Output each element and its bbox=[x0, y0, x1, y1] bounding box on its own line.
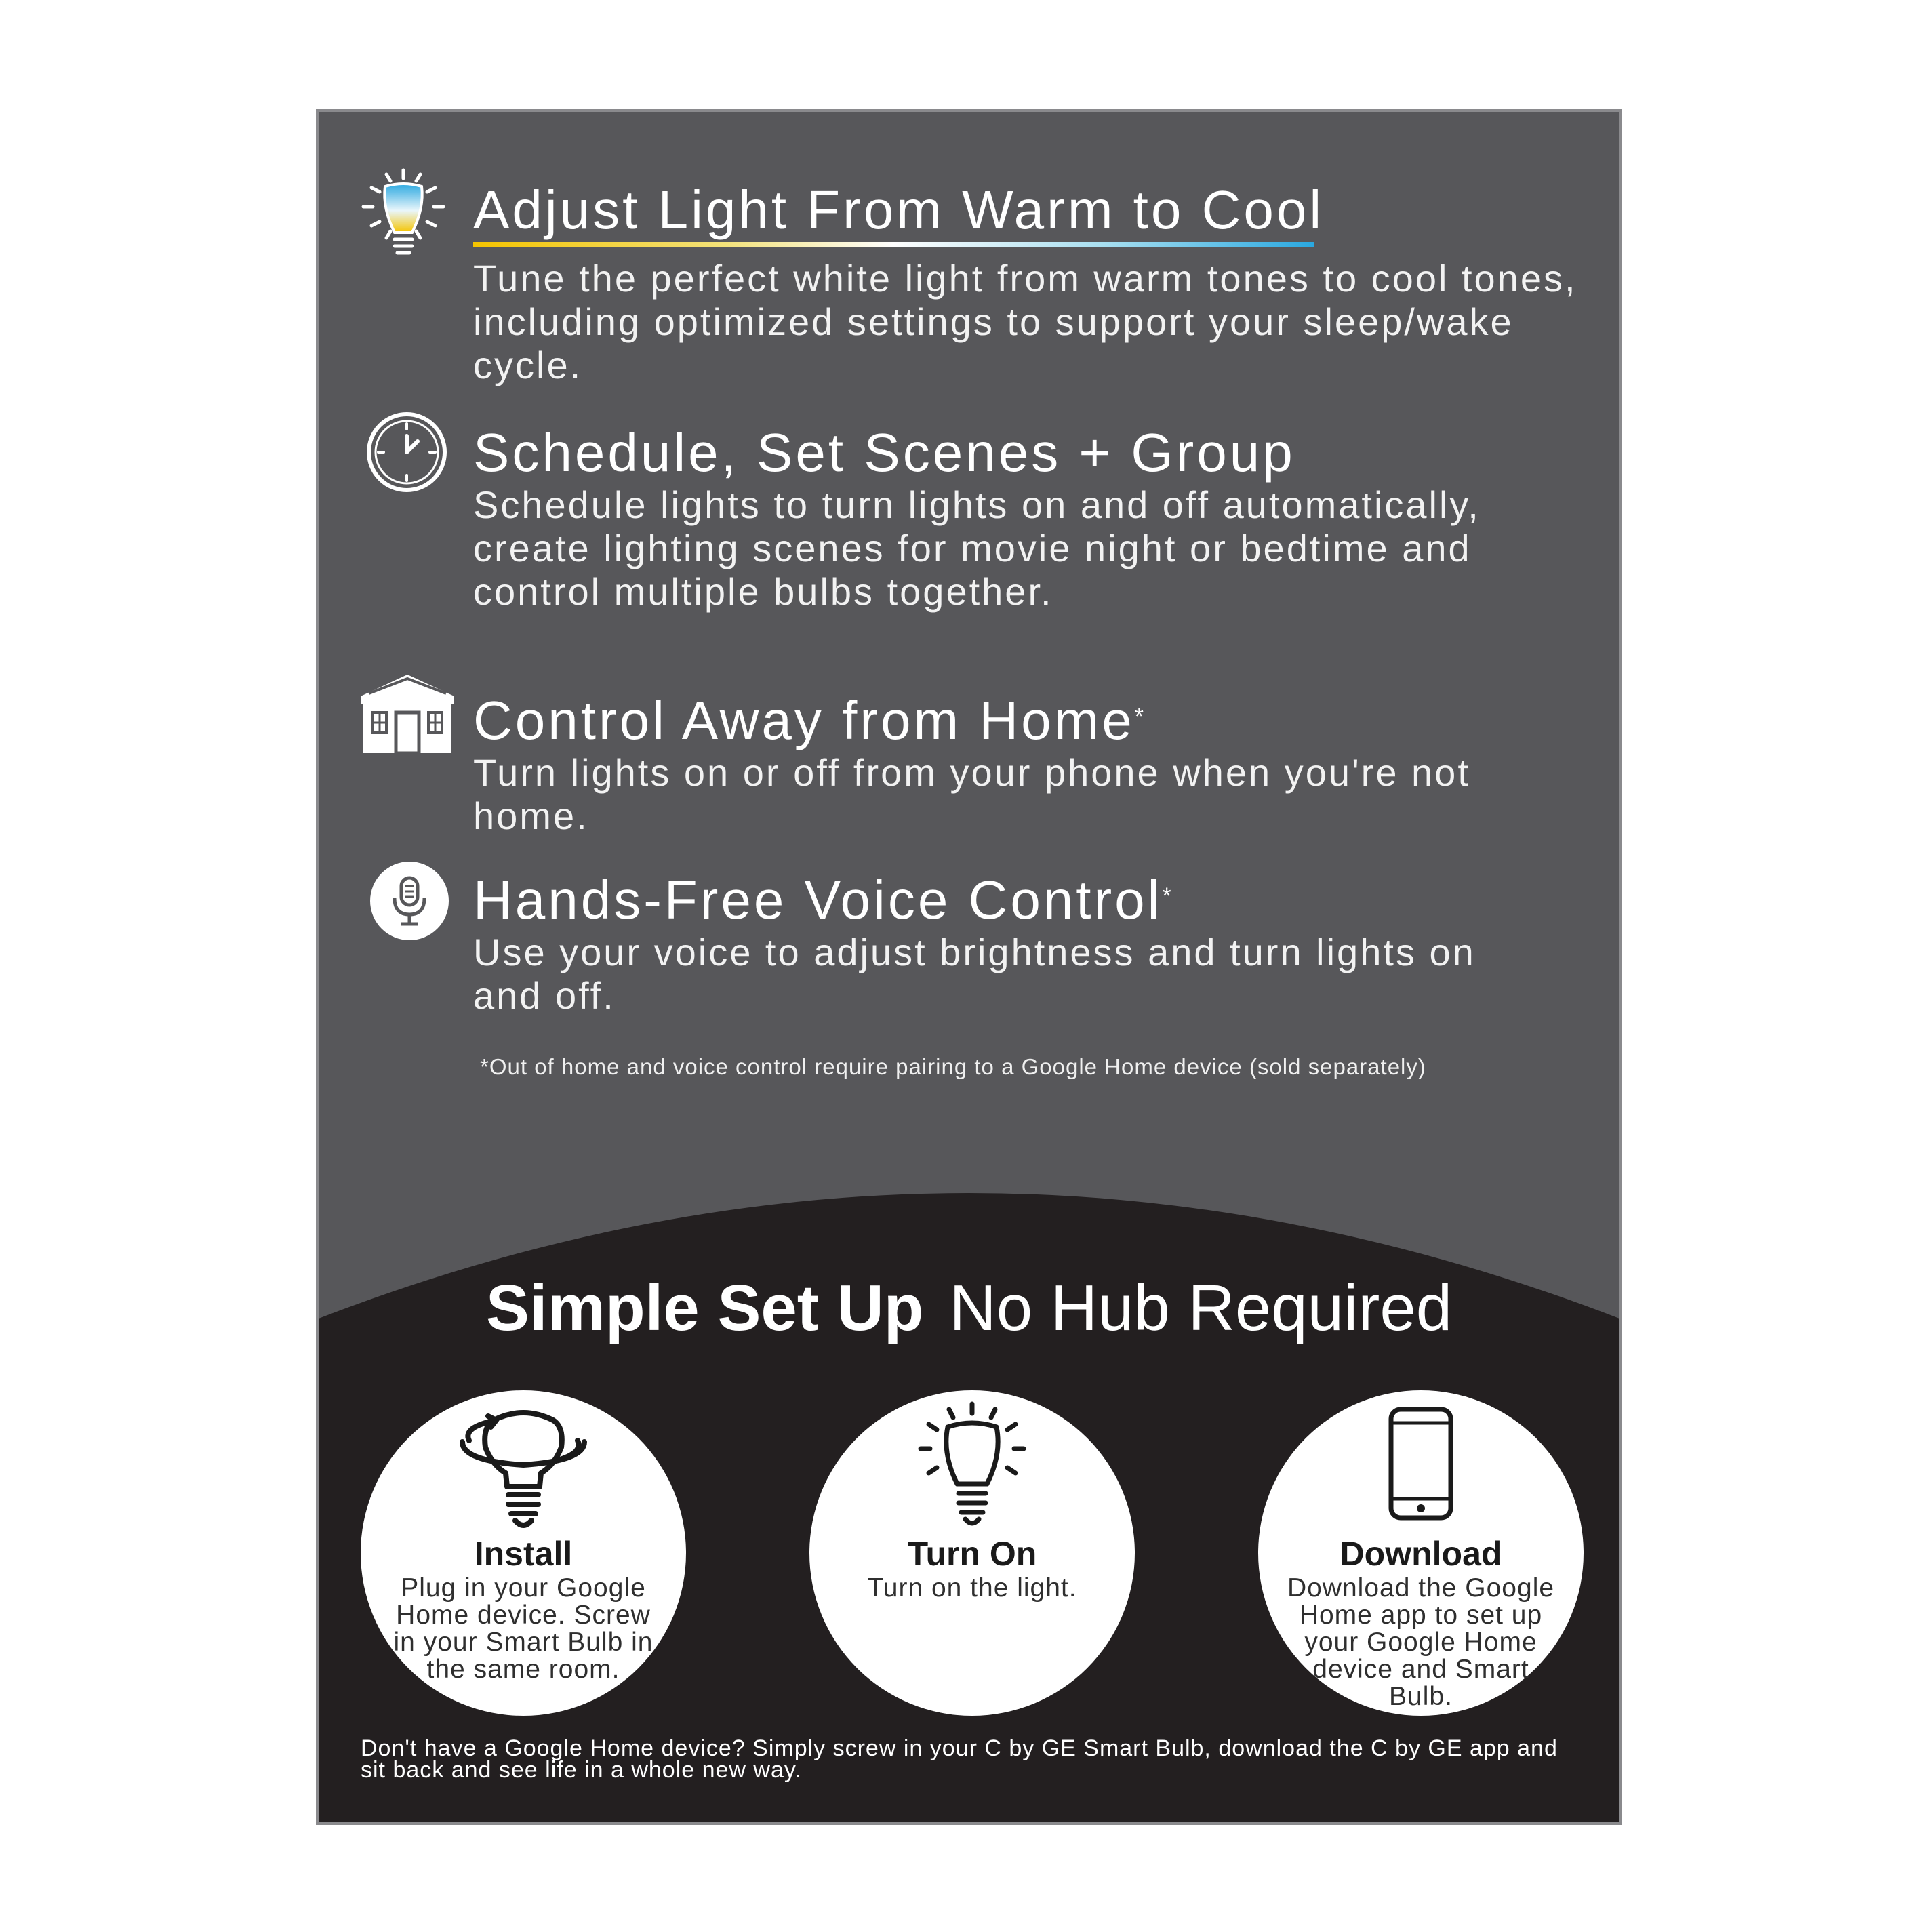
feature-schedule bbox=[473, 422, 1598, 613]
feature-away-from-home bbox=[473, 690, 1598, 838]
house-icon bbox=[357, 672, 458, 756]
bulb-glow-icon bbox=[359, 167, 447, 262]
warm-cool-gradient-bar bbox=[473, 242, 1314, 247]
setup-title-light: No Hub Required bbox=[949, 1272, 1453, 1344]
bulb-on-icon bbox=[809, 1400, 1135, 1535]
step-turn-on bbox=[809, 1390, 1135, 1716]
step-description: Plug in your Google Home device. Screw in your Smart Bulb in the same room. bbox=[393, 1573, 653, 1684]
step-install bbox=[361, 1390, 686, 1716]
clock-icon bbox=[365, 410, 449, 494]
step-label: Turn On bbox=[907, 1535, 1037, 1573]
step-description: Turn on the light. bbox=[867, 1573, 1077, 1603]
feature-title: Hands-Free Voice Control* bbox=[473, 870, 1174, 930]
feature-description: Tune the perfect white light from warm tones to cool tones, including optimized settings to support your sleep/wake cycle. bbox=[473, 257, 1577, 386]
product-info-panel bbox=[316, 109, 1622, 1825]
footnote: *Out of home and voice control require pairing to a Google Home device (sold separately) bbox=[480, 1054, 1426, 1079]
feature-description: Use your voice to adjust brightness and turn lights on and off. bbox=[473, 931, 1476, 1017]
setup-title-bold: Simple Set Up bbox=[485, 1272, 924, 1344]
step-label: Download bbox=[1340, 1535, 1502, 1573]
feature-title: Schedule, Set Scenes + Group bbox=[473, 422, 1295, 483]
bulb-rotate-icon bbox=[361, 1400, 686, 1535]
feature-description: Turn lights on or off from your phone when you're not home. bbox=[473, 751, 1470, 837]
step-label: Install bbox=[474, 1535, 573, 1573]
feature-title: Control Away from Home* bbox=[473, 690, 1146, 750]
microphone-icon bbox=[370, 862, 449, 940]
feature-description: Schedule lights to turn lights on and off automatically, create lighting scenes for movie night or bedtime and control multiple bulbs together. bbox=[473, 483, 1481, 613]
feature-title: Adjust Light From Warm to Cool bbox=[473, 180, 1325, 240]
feature-warm-cool bbox=[473, 180, 1598, 387]
step-description: Download the Google Home app to set up your Google Home device and Smart Bulb. bbox=[1287, 1573, 1555, 1711]
step-download bbox=[1258, 1390, 1584, 1716]
phone-icon bbox=[1258, 1400, 1584, 1535]
setup-title bbox=[319, 1271, 1619, 1346]
feature-voice-control bbox=[473, 870, 1490, 1018]
bottom-note: Don't have a Google Home device? Simply screw in your C by GE Smart Bulb, download the C by GE app and sit back and see life in a whole new way. bbox=[361, 1735, 1558, 1783]
